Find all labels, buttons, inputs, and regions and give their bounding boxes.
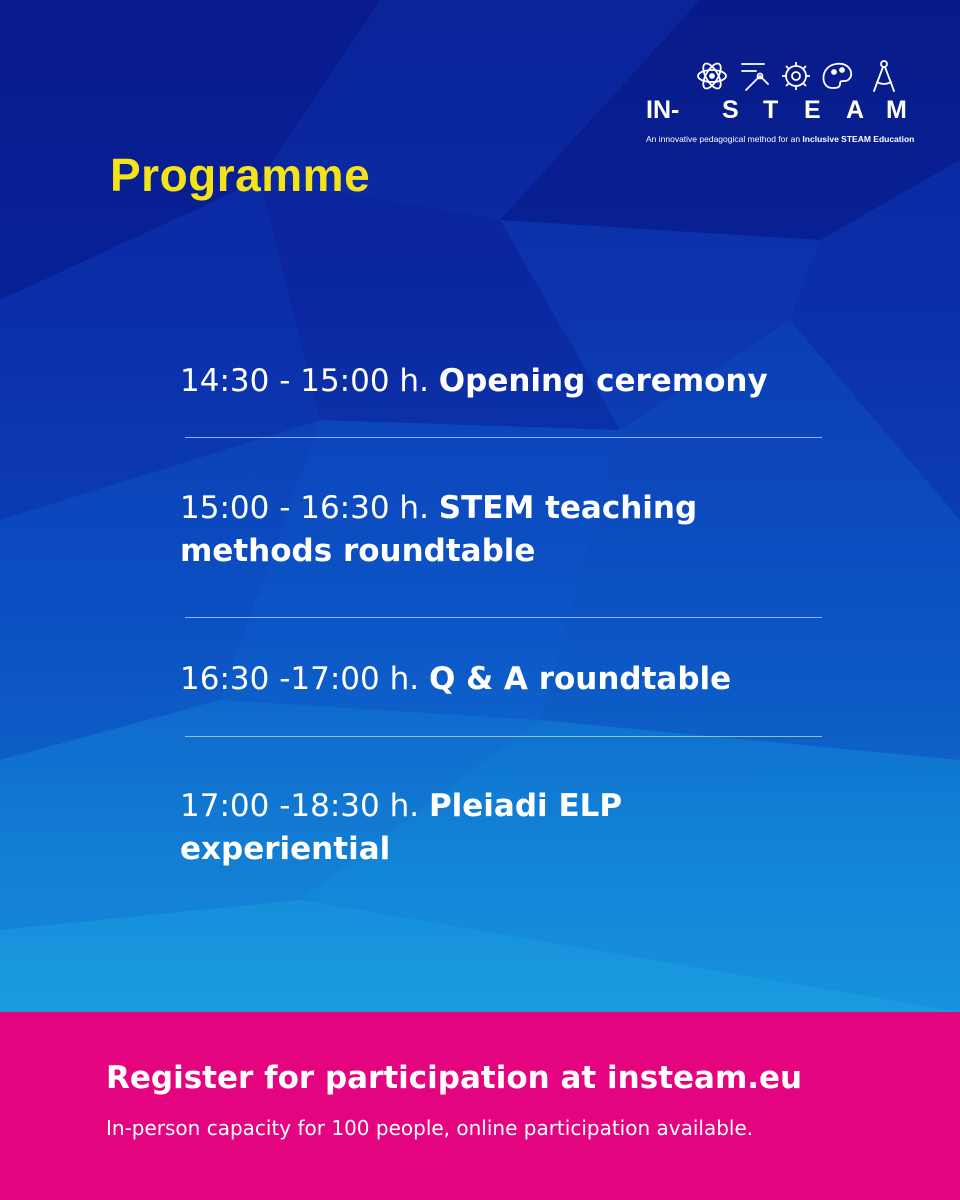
schedule-name-line1: Pleiadi ELP <box>428 788 623 824</box>
palette-icon <box>823 64 851 88</box>
divider <box>185 736 822 737</box>
schedule-item <box>180 487 820 573</box>
logo-letter: T <box>763 96 779 124</box>
schedule-time: 14:30 - 15:00 h. <box>180 363 429 399</box>
logo-tagline-prefix: An innovative pedagogical method for an <box>646 134 803 144</box>
schedule-time: 15:00 - 16:30 h. <box>180 490 429 526</box>
schedule-item <box>180 658 820 701</box>
schedule-name-line2: experiential <box>180 831 391 867</box>
registration-banner <box>0 1012 960 1200</box>
robot-arm-icon <box>742 64 768 90</box>
logo-letter: A <box>846 96 865 124</box>
schedule-item <box>180 360 820 403</box>
schedule-time: 17:00 -18:30 h. <box>180 788 420 824</box>
logo-letter: IN- <box>646 96 680 124</box>
gear-icon <box>782 62 810 90</box>
schedule-name: Q & A roundtable <box>428 661 732 697</box>
capacity-note: In-person capacity for 100 people, online participation available. <box>106 1116 754 1140</box>
logo-letter: E <box>804 96 821 124</box>
schedule-name: Opening ceremony <box>438 363 768 399</box>
page-title: Programme <box>110 149 371 201</box>
logo-icons <box>694 58 914 94</box>
schedule-name-line2: methods roundtable <box>180 533 536 569</box>
register-link[interactable]: Register for participation at insteam.eu <box>106 1060 803 1096</box>
compass-icon <box>874 61 894 91</box>
logo-letter: M <box>886 96 907 124</box>
logo-letter: S <box>722 96 739 124</box>
logo-tagline <box>646 134 916 144</box>
logo-wordmark <box>646 96 916 130</box>
divider <box>185 617 822 618</box>
insteam-logo[interactable] <box>646 58 916 148</box>
logo-tagline-bold: Inclusive STEAM Education <box>802 134 915 144</box>
schedule-item <box>180 785 820 871</box>
schedule-name-line1: STEM teaching <box>438 490 698 526</box>
divider <box>185 437 822 438</box>
schedule-time: 16:30 -17:00 h. <box>180 661 420 697</box>
atom-icon <box>698 61 726 91</box>
